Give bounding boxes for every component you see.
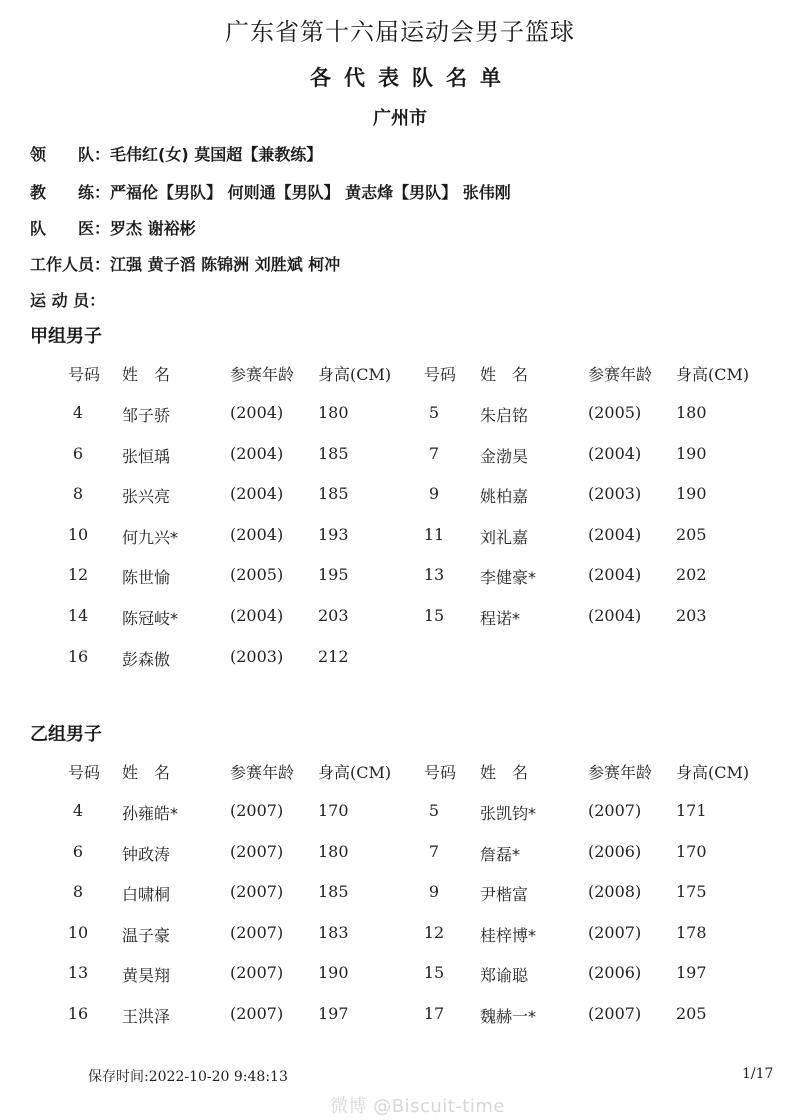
column-header-height: 身高(CM) xyxy=(318,763,392,782)
group-title: 甲组男子 xyxy=(30,326,102,347)
player-name: 王洪泽 xyxy=(122,1007,171,1026)
player-number: 8 xyxy=(72,882,84,902)
player-birth-year: (2004) xyxy=(230,524,284,544)
player-number: 4 xyxy=(72,403,84,422)
player-birth-year: (2004) xyxy=(588,524,642,544)
player-number: 7 xyxy=(428,841,440,861)
player-name: 何九兴* xyxy=(122,527,179,547)
player-number: 12 xyxy=(67,565,89,585)
column-header-number: 号码 xyxy=(424,763,457,782)
player-birth-year: (2005) xyxy=(588,403,642,422)
column-header-name: 姓 名 xyxy=(122,763,171,782)
staff-value: 毛伟红(女) 莫国超【兼教练】 xyxy=(110,145,323,164)
player-number: 10 xyxy=(67,922,89,942)
player-name: 黄昊翔 xyxy=(122,966,171,986)
player-birth-year: (2007) xyxy=(230,922,284,942)
staff-line-leader xyxy=(30,142,322,165)
column-header-name: 姓 名 xyxy=(480,763,529,782)
player-number: 13 xyxy=(67,963,89,983)
player-number: 9 xyxy=(428,882,440,902)
player-name: 金渤昊 xyxy=(480,446,529,466)
player-birth-year: (2007) xyxy=(230,1004,284,1023)
player-birth-year: (2005) xyxy=(230,565,284,585)
staff-line-workers xyxy=(30,252,340,275)
player-height: 193 xyxy=(318,524,349,544)
player-name: 白啸桐 xyxy=(122,885,171,905)
player-name: 程诺* xyxy=(480,609,521,628)
player-name: 詹磊* xyxy=(480,844,521,864)
staff-label: 运 动 员： xyxy=(30,291,106,310)
player-height: 170 xyxy=(318,801,349,820)
player-birth-year: (2004) xyxy=(588,606,642,625)
player-height: 190 xyxy=(676,484,707,504)
player-birth-year: (2004) xyxy=(230,443,284,463)
player-name: 尹楷富 xyxy=(480,885,529,905)
column-header-birth-year: 参赛年龄 xyxy=(230,365,295,384)
player-name: 张凯钧* xyxy=(480,804,537,823)
player-number: 5 xyxy=(428,801,440,820)
player-birth-year: (2004) xyxy=(588,565,642,585)
player-height: 180 xyxy=(318,403,349,422)
player-height: 185 xyxy=(318,882,349,902)
team-city: 广州市 xyxy=(373,108,427,129)
staff-label: 教 练： xyxy=(30,183,111,202)
saved-time: 保存时间:2022-10-20 9:48:13 xyxy=(88,1069,288,1085)
staff-line-coach xyxy=(30,180,511,203)
player-number: 14 xyxy=(67,606,89,625)
player-number: 16 xyxy=(67,1004,89,1023)
player-height: 197 xyxy=(318,1004,349,1023)
column-header-birth-year: 参赛年龄 xyxy=(588,365,653,384)
player-number: 5 xyxy=(428,403,440,422)
player-birth-year: (2007) xyxy=(230,841,284,861)
player-height: 203 xyxy=(676,606,707,625)
column-header-height: 身高(CM) xyxy=(676,763,750,782)
player-number: 15 xyxy=(423,963,445,983)
player-number: 11 xyxy=(423,524,445,544)
player-name: 温子豪 xyxy=(122,925,171,945)
player-number: 12 xyxy=(423,922,445,942)
player-birth-year: (2003) xyxy=(588,484,642,504)
player-birth-year: (2006) xyxy=(588,963,642,983)
staff-value: 严福伦【男队】 何则通【男队】 黄志烽【男队】 张伟刚 xyxy=(110,183,511,202)
player-height: 190 xyxy=(318,963,349,983)
player-birth-year: (2007) xyxy=(230,882,284,902)
player-birth-year: (2004) xyxy=(588,443,642,463)
player-height: 185 xyxy=(318,484,349,504)
player-number: 13 xyxy=(423,565,445,585)
player-name: 李健豪* xyxy=(480,568,537,588)
player-birth-year: (2007) xyxy=(230,801,284,820)
player-height: 190 xyxy=(676,443,707,463)
player-height: 178 xyxy=(676,922,707,942)
player-name: 彭森傲 xyxy=(122,649,171,669)
player-birth-year: (2003) xyxy=(230,646,284,666)
player-height: 197 xyxy=(676,963,707,983)
staff-label: 队 医： xyxy=(30,219,111,238)
player-name: 邹子骄 xyxy=(122,406,171,425)
player-height: 203 xyxy=(318,606,349,625)
group-title: 乙组男子 xyxy=(30,724,102,745)
player-name: 桂梓博* xyxy=(480,925,537,945)
player-birth-year: (2004) xyxy=(230,403,284,422)
player-name: 魏赫一* xyxy=(480,1007,537,1026)
player-birth-year: (2007) xyxy=(588,922,642,942)
player-height: 202 xyxy=(676,565,707,585)
player-height: 195 xyxy=(318,565,349,585)
column-header-height: 身高(CM) xyxy=(318,365,392,384)
player-height: 185 xyxy=(318,443,349,463)
player-number: 15 xyxy=(423,606,445,625)
column-header-name: 姓 名 xyxy=(122,365,171,384)
player-number: 10 xyxy=(67,524,89,544)
player-name: 陈世愉 xyxy=(122,568,171,588)
player-name: 姚柏嘉 xyxy=(480,487,529,507)
document-title: 广东省第十六届运动会男子篮球 xyxy=(225,18,575,46)
column-header-number: 号码 xyxy=(424,365,457,384)
column-header-height: 身高(CM) xyxy=(676,365,750,384)
staff-line-doctor xyxy=(30,216,196,239)
column-header-name: 姓 名 xyxy=(480,365,529,384)
column-header-number: 号码 xyxy=(68,763,101,782)
player-height: 212 xyxy=(318,646,349,666)
player-birth-year: (2007) xyxy=(588,1004,642,1023)
player-height: 175 xyxy=(676,882,707,902)
column-header-number: 号码 xyxy=(68,365,101,384)
player-name: 张恒瑀 xyxy=(122,446,171,466)
document-subtitle: 各代表队名单 xyxy=(310,66,514,90)
player-name: 朱启铭 xyxy=(480,406,529,425)
staff-value: 罗杰 谢裕彬 xyxy=(110,219,196,238)
player-name: 陈冠岐* xyxy=(122,609,179,628)
player-height: 183 xyxy=(318,922,349,942)
staff-value: 江强 黄子滔 陈锦洲 刘胜斌 柯冲 xyxy=(110,255,341,274)
page-number: 1/17 xyxy=(742,1066,774,1082)
staff-label: 领 队： xyxy=(30,145,111,164)
column-header-birth-year: 参赛年龄 xyxy=(588,763,653,782)
player-name: 郑谕聪 xyxy=(480,966,529,986)
player-birth-year: (2007) xyxy=(230,963,284,983)
player-number: 16 xyxy=(67,646,89,666)
player-height: 171 xyxy=(676,801,707,820)
player-height: 205 xyxy=(676,524,707,544)
player-birth-year: (2004) xyxy=(230,606,284,625)
player-height: 205 xyxy=(676,1004,707,1023)
player-birth-year: (2004) xyxy=(230,484,284,504)
player-birth-year: (2006) xyxy=(588,841,642,861)
player-name: 孙雍皓* xyxy=(122,804,179,823)
staff-label: 工作人员： xyxy=(30,255,111,274)
player-number: 6 xyxy=(72,841,84,861)
player-birth-year: (2008) xyxy=(588,882,642,902)
player-birth-year: (2007) xyxy=(588,801,642,820)
staff-line-athletes xyxy=(30,288,105,311)
player-height: 180 xyxy=(676,403,707,422)
watermark: 微博 @Biscuit-time xyxy=(330,1096,505,1117)
player-number: 6 xyxy=(72,443,84,463)
column-header-birth-year: 参赛年龄 xyxy=(230,763,295,782)
player-number: 8 xyxy=(72,484,84,504)
player-number: 7 xyxy=(428,443,440,463)
player-height: 180 xyxy=(318,841,349,861)
player-name: 刘礼嘉 xyxy=(480,527,529,547)
player-number: 17 xyxy=(423,1004,445,1023)
player-number: 9 xyxy=(428,484,440,504)
player-name: 张兴亮 xyxy=(122,487,171,507)
player-number: 4 xyxy=(72,801,84,820)
player-name: 钟政涛 xyxy=(122,844,171,864)
player-height: 170 xyxy=(676,841,707,861)
